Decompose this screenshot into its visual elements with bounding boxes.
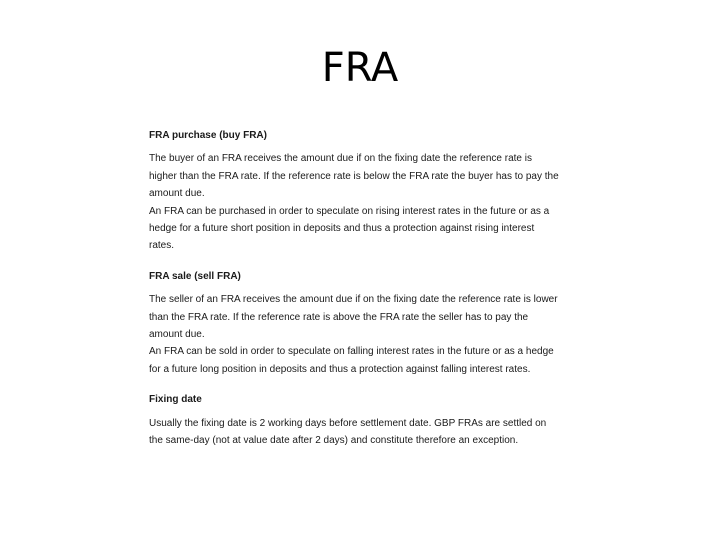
text-line: An FRA can be purchased in order to speculate on rising interest rates in the future or as a: [149, 205, 550, 217]
text-line: rates.: [149, 240, 175, 252]
text-line: hedge for a future short position in deposits and thus a protection against rising interest: [149, 223, 535, 235]
section-heading: FRA purchase (buy FRA): [149, 130, 267, 141]
section-fra-sale: [149, 268, 574, 378]
section-heading: FRA sale (sell FRA): [149, 270, 241, 282]
text-line: than the FRA rate. If the reference rate is above the FRA rate the seller has to pay the: [149, 311, 529, 323]
text-line: amount due.: [149, 329, 205, 341]
document-content: [149, 127, 574, 463]
text-line: higher than the FRA rate. If the reference rate is below the FRA rate the buyer has to pay the: [149, 170, 559, 182]
text-line: the same-day (not at value date after 2 days) and constitute therefore an exception.: [149, 435, 519, 447]
text-line: for a future long position in deposits and thus a protection against falling interest rates.: [149, 363, 531, 375]
text-line: An FRA can be sold in order to speculate on falling interest rates in the future or as a hedge: [149, 346, 554, 358]
section-fra-purchase: [149, 127, 574, 255]
section-heading: Fixing date: [149, 394, 202, 406]
section-fixing-date: [149, 391, 574, 449]
text-line: amount due.: [149, 188, 205, 200]
text-line: The buyer of an FRA receives the amount due if on the fixing date the reference rate is: [149, 153, 532, 165]
text-line: The seller of an FRA receives the amount due if on the fixing date the reference rate is lower: [149, 294, 558, 306]
slide-title: FRA: [321, 45, 399, 91]
text-line: Usually the fixing date is 2 working days before settlement date. GBP FRAs are settled on: [149, 417, 547, 429]
